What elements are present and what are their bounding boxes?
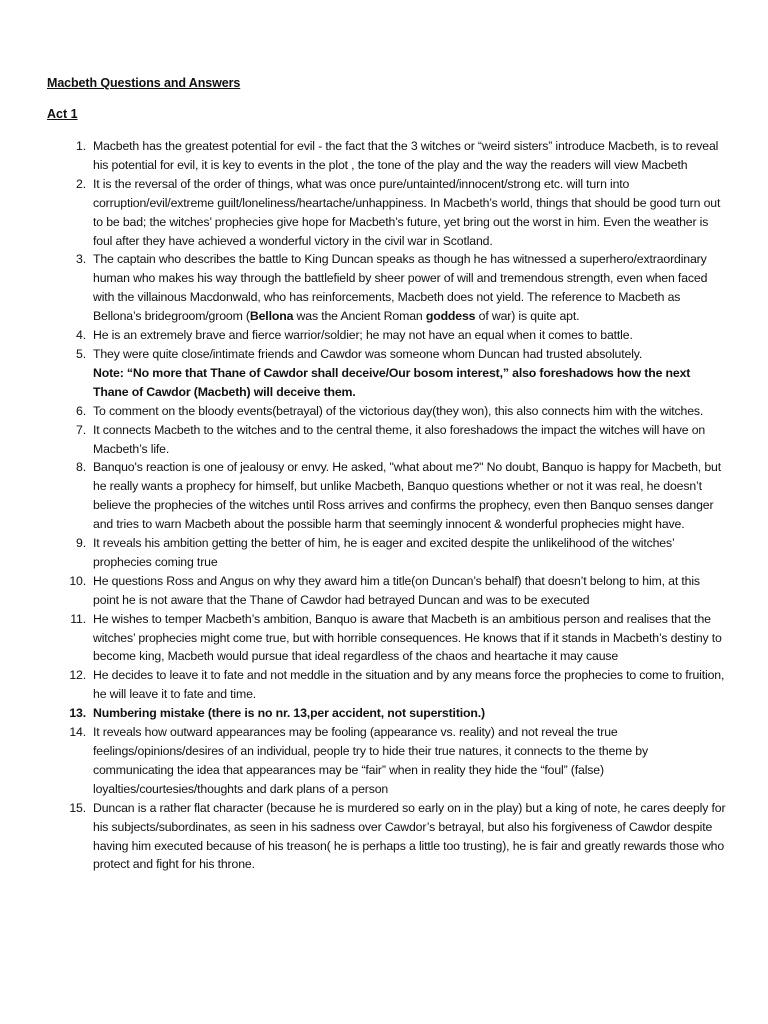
item-text: He wishes to temper Macbeth’s ambition, Banquo is aware that Macbeth is an ambitious person and realises that the witches’ prophecies might come true, but with horrible consequences. He knows that if it stands in Macbeth’s destiny to become king, Macbeth would pursue that ideal regardless of the chaos and heartache it may cause <box>93 611 722 664</box>
item-number: 10. <box>69 573 86 588</box>
list-item <box>66 326 726 345</box>
list-item <box>66 799 726 875</box>
list-item <box>66 723 726 799</box>
list-item <box>66 666 726 704</box>
item-number: 11. <box>70 611 86 626</box>
item-number: 4. <box>76 328 86 343</box>
item-number: 12. <box>69 668 86 683</box>
item-text: To comment on the bloody events(betrayal) of the victorious day(they won), this also connects him with the witches. <box>93 403 704 418</box>
item-text: He decides to leave it to fate and not meddle in the situation and by any means force the prophecies to come to fruition, he will leave it to fate and time. <box>93 668 725 702</box>
item-number: 2. <box>76 176 86 191</box>
list-item <box>66 137 726 175</box>
list-item <box>66 250 726 326</box>
bold-term-bellona: Bellona <box>249 309 294 324</box>
item-note: Note: “No more that Thane of Cawdor shall deceive/Our bosom interest,” also foreshadows how the next Thane of Cawdor (Macbeth) will deceive them. <box>93 365 691 399</box>
item-text <box>93 252 707 323</box>
item-text: They were quite close/intimate friends and Cawdor was someone whom Duncan had trusted absolutely. <box>93 346 643 361</box>
item-number: 5. <box>76 346 86 361</box>
list-item <box>66 402 726 421</box>
act-heading: Act 1 <box>47 107 78 121</box>
item-text-part: of war) is quite apt. <box>475 309 580 324</box>
item-number: 14. <box>69 725 86 740</box>
list-item <box>66 345 726 402</box>
item-number: 1. <box>76 139 86 153</box>
item-text: He is an extremely brave and fierce warrior/soldier; he may not have an equal when it comes to battle. <box>93 328 633 343</box>
item-number: 13. <box>69 706 86 721</box>
document-title: Macbeth Questions and Answers <box>47 76 241 90</box>
item-text: It reveals his ambition getting the better of him, he is eager and excited despite the unlikelihood of the witches’ prophecies coming true <box>93 536 675 569</box>
item-text: Banquo's reaction is one of jealousy or envy. He asked, "what about me?" No doubt, Banquo is happy for Macbeth, but he really wants a prophecy for himself, but unlike Macbeth, Banquo questions whether or not it was real, he doesn’t believe the prophecies of the witches until Ross arrives and confirms the prophecy, even then Banquo senses danger and tries to warn Macbeth about the possible harm that seemingly innocent & wonderful prophecies might have. <box>93 460 721 532</box>
list-item <box>66 704 726 723</box>
list-item <box>66 610 726 667</box>
item-text: It is the reversal of the order of things, what was once pure/untainted/innocent/strong etc. will turn into corruption/evil/extreme guilt/loneliness/heartache/unhappiness. In Macbeth’s world, things that should be good turn out to be bad; the witches’ prophecies give hope for Macbeth’s future, yet bring out the worst in him. Even the weather is foul after they have achieved a wonderful victory in the civil war in Scotland. <box>93 176 721 248</box>
bold-term-goddess: goddess <box>425 309 476 324</box>
item-number: 3. <box>76 252 86 267</box>
item-text: Macbeth has the greatest potential for evil - the fact that the 3 witches or “weird sisters” introduce Macbeth, is to reveal his potential for evil, it is key to events in the plot , the tone of the play and the way the readers will view Macbeth <box>93 139 719 172</box>
item-text: It reveals how outward appearances may be fooling (appearance vs. reality) and not reveal the true feelings/opinions/desires of an individual, people try to hide their true natures, it connects to the theme by communicating the idea that appearances may be “fair” when in reality they hide the “foul” (false) loyalties/courtesies/thoughts and dark plans of a person <box>93 725 648 796</box>
item-number: 9. <box>76 536 86 551</box>
item-text: Duncan is a rather flat character (because he is murdered so early on in the play) but a king of note, he cares deeply for his subjects/subordinates, as seen in his sadness over Cawdor’s betrayal, but also his forgiveness of Cawdor despite having him executed because of his treason( he is perhaps a little too trusting), he is fair and greatly rewards those who protect and fight for his throne. <box>93 800 726 872</box>
item-text: It connects Macbeth to the witches and to the central theme, it also foreshadows the impact the witches will have on Macbeth’s life. <box>93 422 706 456</box>
item-number: 8. <box>76 460 86 475</box>
item-text: He questions Ross and Angus on why they award him a title(on Duncan’s behalf) that doesn’t belong to him, at this point he is not aware that the Thane of Cawdor had betrayed Duncan and was to be executed <box>93 573 700 607</box>
item-text: Numbering mistake (there is no nr. 13,per accident, not superstition.) <box>93 706 485 721</box>
item-number: 7. <box>76 422 86 437</box>
list-item <box>66 572 726 610</box>
item-text-part: was the Ancient Roman <box>293 309 426 324</box>
answer-list <box>66 137 726 874</box>
item-number: 15. <box>69 800 86 815</box>
item-number: 6. <box>76 403 86 418</box>
item-text-part: The captain who describes the battle to King Duncan speaks as though he has witnessed a superhero/extraordinary human who makes his way through the battlefield by sheer power of will and tremendous strength, even when faced with the villainous Macdonwald, who has reinforcements, Macbeth does not yield. The reference to Macbeth as Bellona’s bridegroom/groom ( <box>93 252 708 324</box>
list-item <box>66 534 726 572</box>
list-item <box>66 458 726 534</box>
list-item <box>66 421 726 459</box>
list-item <box>66 175 726 251</box>
